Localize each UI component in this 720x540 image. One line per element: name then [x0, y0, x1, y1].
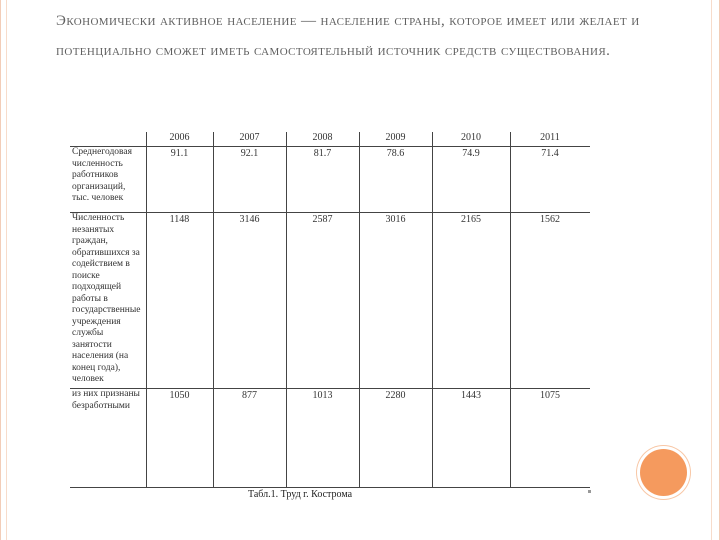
table-cell: 877 — [213, 389, 286, 488]
table-caption: Табл.1. Труд г. Кострома — [248, 489, 353, 500]
table-cell: 2280 — [359, 389, 432, 488]
table-container — [70, 132, 590, 488]
table-cell: 1013 — [286, 389, 359, 488]
header-corner-cell — [70, 132, 146, 147]
table-cell: 1443 — [432, 389, 510, 488]
table-cell: 71.4 — [510, 147, 590, 213]
year-header: 2010 — [432, 132, 510, 147]
labor-statistics-table — [70, 132, 590, 488]
table-cell: 1562 — [510, 213, 590, 389]
table-cell: 74.9 — [432, 147, 510, 213]
table-row — [70, 389, 590, 488]
year-header: 2011 — [510, 132, 590, 147]
table-cell: 81.7 — [286, 147, 359, 213]
year-header: 2006 — [146, 132, 213, 147]
table-cell: 1050 — [146, 389, 213, 488]
table-row — [70, 147, 590, 213]
year-header: 2007 — [213, 132, 286, 147]
row-label: Численность незанятых граждан, обратившихся за содействием в поиске подходящей работы в государственные учреждения службы занятости населения (на конец года), человек — [70, 213, 146, 389]
table-cell: 3146 — [213, 213, 286, 389]
row-label: Среднегодовая численность работников организаций, тыс. человек — [70, 147, 146, 213]
accent-circle-decoration — [640, 449, 687, 496]
decorative-dot — [588, 490, 591, 493]
table-cell: 92.1 — [213, 147, 286, 213]
slide-heading — [56, 6, 656, 66]
table-cell: 91.1 — [146, 147, 213, 213]
table-cell: 78.6 — [359, 147, 432, 213]
table-cell: 1075 — [510, 389, 590, 488]
year-header: 2009 — [359, 132, 432, 147]
table-cell: 2587 — [286, 213, 359, 389]
table-cell: 1148 — [146, 213, 213, 389]
year-header: 2008 — [286, 132, 359, 147]
table-row — [70, 213, 590, 389]
heading-text: кономически активное население — население страны, которое имеет или желает и потенциально сможет иметь самостоятельный источник средств существования. — [56, 13, 640, 59]
heading-initial: Э — [56, 13, 67, 29]
row-label: из них признаны безработными — [70, 389, 146, 488]
table-cell: 3016 — [359, 213, 432, 389]
table-header-row — [70, 132, 590, 147]
table-cell: 2165 — [432, 213, 510, 389]
